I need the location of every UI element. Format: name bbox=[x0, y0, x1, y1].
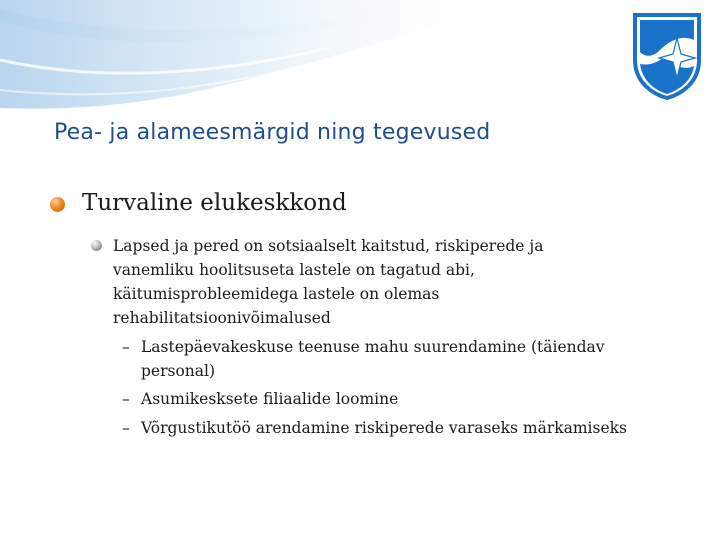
main-point-line: rehabilitatsioonivõimalused bbox=[113, 309, 331, 327]
heading-bullet-icon bbox=[50, 197, 65, 212]
point-bullet-icon bbox=[91, 240, 102, 251]
section-heading: Turvaline elukeskkond bbox=[82, 190, 347, 216]
coat-of-arms-icon bbox=[632, 12, 702, 100]
subpoint-dash: – bbox=[122, 338, 130, 356]
subpoint-dash: – bbox=[122, 419, 130, 437]
main-point-line: Lapsed ja pered on sotsiaalselt kaitstud, riskiperede ja bbox=[113, 237, 544, 255]
subpoint-line: Asumikesksete filiaalide loomine bbox=[141, 390, 399, 408]
subpoint-dash: – bbox=[122, 390, 130, 408]
main-point-line: vanemliku hoolitsuseta lastele on tagatud abi, bbox=[113, 261, 475, 279]
main-point bbox=[113, 234, 673, 330]
main-point-line: käitumisprobleemidega lastele on olemas bbox=[113, 285, 440, 303]
subpoint-line: Võrgustikutöö arendamine riskiperede varaseks märkamiseks bbox=[141, 419, 627, 437]
subpoint-line: Lastepäevakeskuse teenuse mahu suurendamine (täiendav bbox=[141, 338, 605, 356]
slide-title: Pea- ja alameesmärgid ning tegevused bbox=[54, 120, 491, 145]
subpoint-line: personal) bbox=[141, 362, 216, 380]
